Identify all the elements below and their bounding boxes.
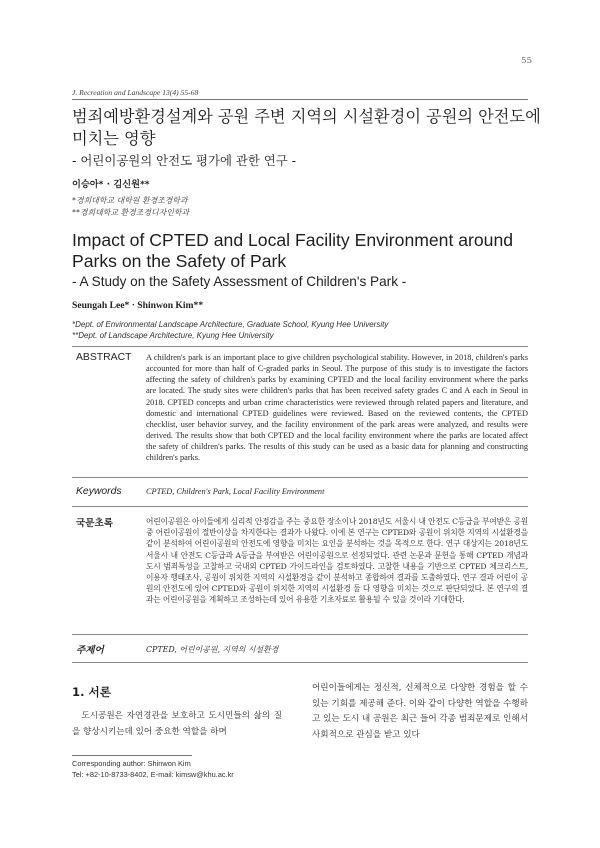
english-authors: Seungah Lee* · Shinwon Kim** (72, 300, 204, 311)
journal-reference: J. Recreation and Landscape 13(4) 55-68 (72, 88, 199, 97)
header-divider (72, 99, 528, 100)
korean-abstract-label: 국문초록 (76, 518, 114, 529)
korean-keywords-text: CPTED, 어린이공원, 지역의 시설환경 (146, 645, 279, 654)
korean-keywords-label: 주제어 (76, 645, 104, 656)
korean-affiliation-1: *경희대학교 대학원 환경조경학과 (72, 196, 188, 205)
english-title: Impact of CPTED and Local Facility Environment around Parks on the Safety of Park (72, 230, 514, 271)
body-text-left-column: 도시공원은 자연경관을 보호하고 도시민들의 삶의 질을 향상시키는데 있어 중요한 역할을 하며 (72, 711, 282, 737)
korean-subtitle: - 어린이공원의 안전도 평가에 관한 연구 - (72, 153, 297, 168)
english-affiliation-2: **Dept. of Landscape Architecture, Kyung Hee University (72, 331, 274, 340)
korean-title: 범죄예방환경설계와 공원 주변 지역의 시설환경이 공원의 안전도에 미치는 영향 (72, 107, 541, 148)
keywords-divider (72, 477, 528, 478)
korean-keywords-divider-bottom (72, 662, 528, 663)
abstract-divider-top (72, 346, 528, 347)
korean-affiliation-2: **경희대학교 환경조경디자인학과 (72, 208, 190, 217)
page-number: 55 (521, 56, 532, 66)
footnote-contact: Tel: +82-10-8733-8402, E-mail: kimsw@khu.ac.kr (72, 770, 234, 779)
keywords-label: Keywords (76, 486, 122, 497)
korean-abstract-divider (72, 506, 528, 507)
english-subtitle: - A Study on the Safety Assessment of Children's Park - (72, 274, 407, 289)
korean-keywords-divider (72, 634, 528, 635)
korean-abstract-text: 어린이공원은 아이들에게 심리적 안정감을 주는 중요한 장소이나 2018년도 서울시 내 안전도 C등급을 부여받은 공원 중 어린이공원이 절반이상을 차지한다는 결과가 나왔다. 이에 본 연구는 CPTED와 공원이 위치한 지역의 시설환경을 같이 분석하여 어린이공원의 안전도에 영향을 미치는 요인을 분석하는 것을 목적으로 한다. 연구 대상지는 2018년도 서울시 내 안전도 C등급과 A등급을 부여받은 어린이공원으로 선정되었다. 관련 논문과 문헌을 통해 CPTED 개념과 도시 범죄특성을 고찰하고 국내외 CPTED 가이드라인을 검토하였다. 고찰한 내용을 기반으로 CPTED 체크리스트, 이용자 행태조사, 공원이 위치한 지역의 시설환경을 같이 분석하고 종합하여 결과를 도출하였다. 연구 결과 어린이 공원의 안전도에 있어 CPTED와 공원이 위치한 지역의 시설환경 둘 다 영향을 미치는 것으로 판단되었다. 본 연구의 결과는 어린이공원을 계획하고 조성하는데 있어 유용한 기초자료로 활용될 수 있을 것이라 기대한다. (146, 517, 528, 605)
abstract-text: A children's park is an important place to give children psychological stability. However, in 2018, children's parks accounted for more than half of C-graded parks in Seoul. The purpose of this study is to investigate the factors affecting the safety of children's parks by examining CPTED and the local facility environment where the parks are located. The study sites were children's parks that has been received safety grades C and A each in Seoul in 2018. CPTED concepts and urban crime characteristics were reviewed through related papers and literature, and domestic and international CPTED guidelines were reviewed. Based on the reviewed contents, the CPTED checklist, user behavior survey, and the facility environment of the park areas were analyzed, and results were derived. The results show that both CPTED and the local facility environment where the parks are located affect the safety of children's parks. The results of this study can be used as a basic data for planning and constructing children's parks. (146, 353, 528, 463)
body-text-right-column: 어린이들에게는 정신적, 신체적으로 다양한 경험을 할 수 있는 기회를 제공해 준다. 이와 같이 다양한 역할을 수행하고 있는 도시 내 공원은 최근 들어 각종 범죄문제로 인해서 사회적으로 관심을 받고 있다 (312, 683, 528, 740)
section-heading-introduction: 1. 서론 (72, 685, 111, 699)
abstract-label: ABSTRACT (76, 352, 132, 363)
footnote-corresponding-author: Corresponding author: Shinwon Kim (72, 759, 191, 768)
footnote-divider (72, 755, 192, 756)
keywords-text: CPTED, Children's Park, Local Facility Environment (146, 487, 325, 496)
english-affiliation-1: *Dept. of Environmental Landscape Architecture, Graduate School, Kyung Hee University (72, 320, 389, 329)
korean-authors: 이승아* · 김신원** (72, 179, 150, 190)
